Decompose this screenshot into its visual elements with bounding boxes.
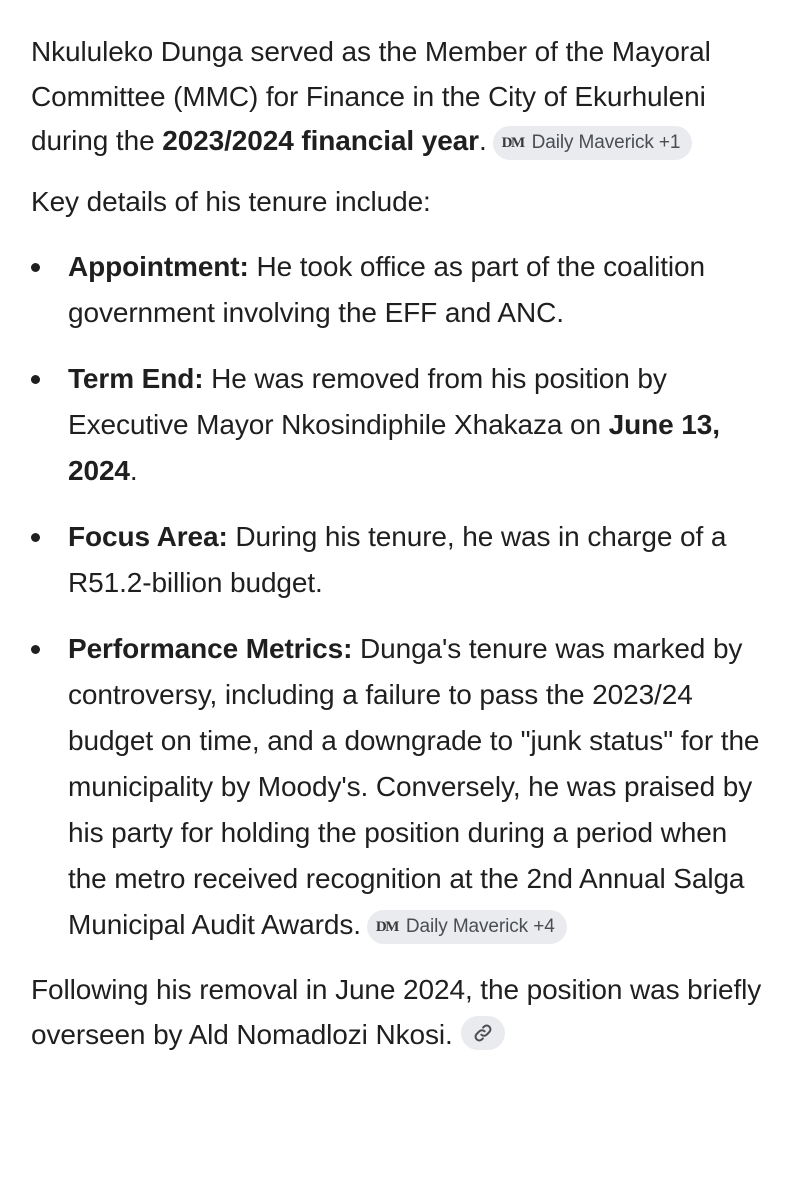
list-item-term: Performance Metrics: <box>68 633 353 664</box>
daily-maverick-logo-icon: DM <box>375 919 398 935</box>
lead-in-text: Key details of his tenure include: <box>31 185 431 217</box>
bullet-icon <box>31 263 40 272</box>
bullet-icon <box>31 375 40 384</box>
source-chip-daily-maverick[interactable] <box>367 910 567 944</box>
closing-paragraph <box>31 968 762 1057</box>
intro-bold-financial-year: 2023/2024 financial year <box>162 125 479 156</box>
source-chip-daily-maverick[interactable] <box>493 126 693 160</box>
list-item-text: During his tenure, he was in charge of a R51.2-billion budget. <box>68 521 727 598</box>
intro-text: Nkululeko Dunga served as the Member of the Mayoral Committee (MMC) for Finance in the City of Ekurhuleni during the <box>31 36 711 156</box>
list-item-appointment <box>31 244 762 336</box>
list-item-term-end <box>31 356 762 494</box>
source-chip-label: Daily Maverick +4 <box>405 916 555 937</box>
source-link-button[interactable] <box>461 1016 505 1050</box>
source-chip-label: Daily Maverick +1 <box>531 132 681 153</box>
details-list <box>31 244 762 948</box>
list-item-performance-metrics <box>31 626 762 948</box>
intro-paragraph <box>31 30 762 164</box>
bullet-icon <box>31 533 40 542</box>
list-item-term: Focus Area: <box>68 521 228 552</box>
list-item-text: Dunga's tenure was marked by controversy, including a failure to pass the 2023/24 budget on time, and a downgrade to "junk status" for the municipality by Moody's. Conversely, he was praised by his party for holding the position during a period when the metro received recognition at the 2nd Annual Salga Municipal Audit Awards. <box>68 633 760 940</box>
daily-maverick-logo-icon: DM <box>501 135 524 151</box>
list-item-focus-area <box>31 514 762 606</box>
intro-period: . <box>478 125 487 156</box>
list-item-text: He took office as part of the coalition government involving the EFF and ANC. <box>68 251 705 328</box>
list-item-text: He was removed from his position by Executive Mayor Nkosindiphile Xhakaza on <box>68 363 667 440</box>
closing-text: Following his removal in June 2024, the position was briefly overseen by Ald Nomadlozi Nkosi. <box>31 974 762 1050</box>
list-item-term: Term End: <box>68 363 204 394</box>
list-item-bold-date: June 13, 2024 <box>68 409 720 486</box>
list-item-period: . <box>129 455 138 486</box>
link-icon <box>473 1023 493 1043</box>
bullet-icon <box>31 645 40 654</box>
list-item-term: Appointment: <box>68 251 249 282</box>
